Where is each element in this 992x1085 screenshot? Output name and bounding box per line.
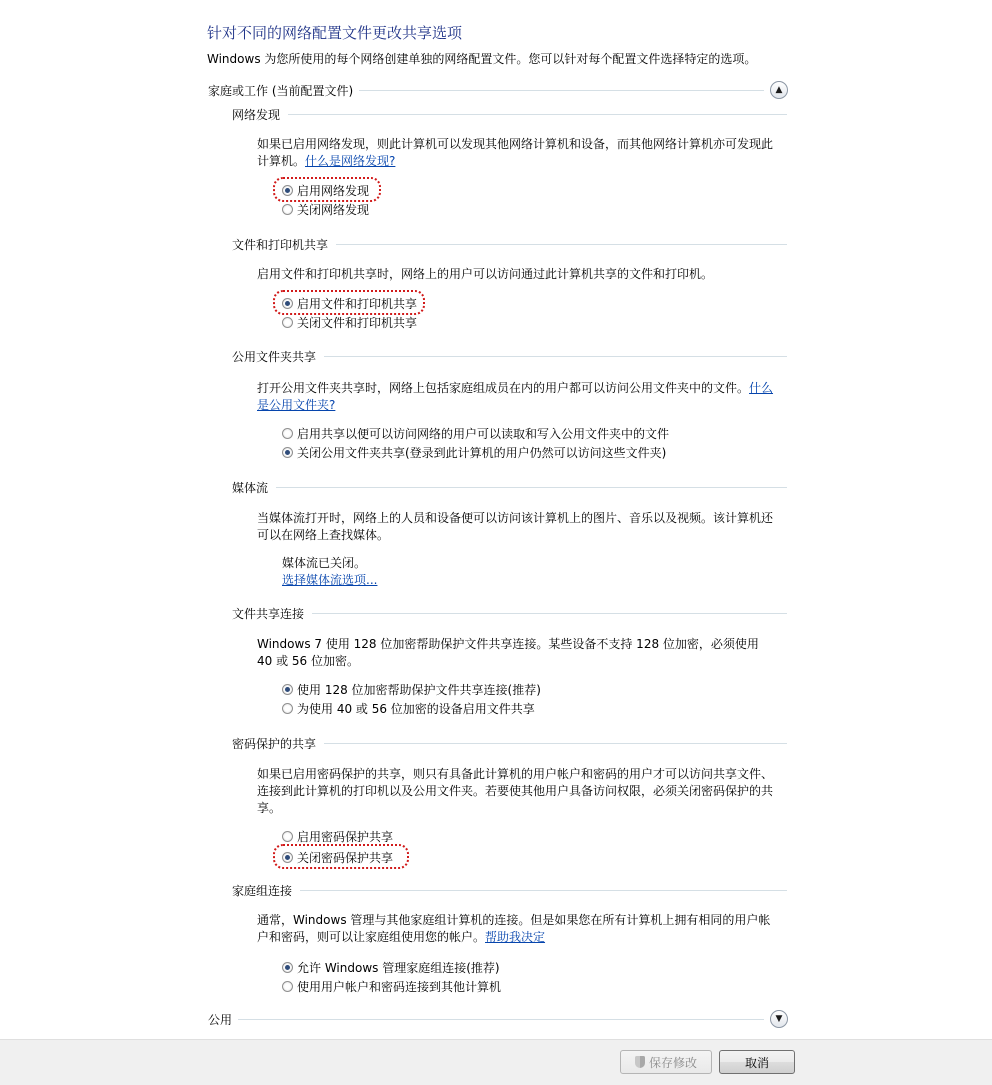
- option-label: 关闭网络发现: [297, 202, 370, 217]
- section-header-public-folder: [232, 348, 787, 364]
- radio-40-56bit[interactable]: [282, 699, 535, 717]
- option-label: 关闭密码保护共享: [297, 850, 394, 865]
- chevron-up-icon[interactable]: ▲: [770, 81, 788, 99]
- option-label: 为使用 40 或 56 位加密的设备启用文件共享: [297, 701, 535, 716]
- radio-selected[interactable]: [282, 185, 293, 196]
- discovery-description: [257, 136, 777, 170]
- chevron-down-icon[interactable]: ▼: [770, 1010, 788, 1028]
- footer-bar: [0, 1039, 992, 1085]
- public-folder-help-link[interactable]: 什么是公用文件夹?: [257, 381, 774, 412]
- option-label: 关闭公用文件夹共享(登录到此计算机的用户仍然可以访问这些文件夹): [297, 445, 667, 460]
- divider: [238, 1019, 764, 1020]
- page-description: Windows 为您所使用的每个网络创建单独的网络配置文件。您可以针对每个配置文件选择特定的选项。: [207, 52, 757, 66]
- radio-unselected[interactable]: [282, 981, 293, 992]
- radio-selected[interactable]: [282, 852, 293, 863]
- divider: [359, 90, 764, 91]
- media-options-link[interactable]: 选择媒体流选项...: [282, 573, 378, 587]
- section-title: 密码保护的共享: [232, 736, 317, 751]
- save-changes-button[interactable]: [620, 1050, 712, 1074]
- section-title: 家庭组连接: [232, 883, 293, 898]
- divider: [300, 890, 787, 891]
- divider: [288, 114, 787, 115]
- radio-unselected[interactable]: [282, 317, 293, 328]
- option-label: 允许 Windows 管理家庭组连接(推荐): [297, 960, 500, 975]
- section-title: 媒体流: [232, 480, 269, 495]
- divider: [324, 743, 787, 744]
- uac-shield-icon: [635, 1056, 645, 1068]
- divider: [336, 244, 787, 245]
- discovery-help-link[interactable]: 什么是网络发现?: [305, 154, 396, 168]
- public-folder-description: [257, 380, 777, 414]
- radio-unselected[interactable]: [282, 428, 293, 439]
- radio-unselected[interactable]: [282, 703, 293, 714]
- section-header-homegroup: [232, 882, 787, 898]
- option-label: 启用共享以便可以访问网络的用户可以读取和写入公用文件夹中的文件: [297, 426, 670, 441]
- file-printer-description: 启用文件和打印机共享时，网络上的用户可以访问通过此计算机共享的文件和打印机。: [257, 267, 714, 281]
- radio-enable-discovery[interactable]: [282, 181, 369, 199]
- section-title: 网络发现: [232, 107, 281, 122]
- media-description: 当媒体流打开时，网络上的人员和设备便可以访问该计算机上的图片、音乐以及视频。该计算机还可以在网络上查找媒体。: [257, 511, 774, 542]
- section-header-media: [232, 479, 787, 495]
- group-header-home-work[interactable]: [208, 80, 788, 100]
- divider: [312, 613, 787, 614]
- connections-description: Windows 7 使用 128 位加密帮助保护文件共享连接。某些设备不支持 128 位加密，必须使用 40 或 56 位加密。: [257, 637, 759, 668]
- media-status: 媒体流已关闭。: [282, 556, 367, 570]
- radio-unselected[interactable]: [282, 204, 293, 215]
- homegroup-description: [257, 912, 777, 946]
- radio-selected[interactable]: [282, 447, 293, 458]
- radio-enable-password[interactable]: [282, 827, 393, 845]
- option-label: 关闭文件和打印机共享: [297, 315, 418, 330]
- group-header-public[interactable]: [208, 1009, 788, 1029]
- radio-enable-file-printer[interactable]: [282, 294, 417, 312]
- section-title: 公用文件夹共享: [232, 349, 317, 364]
- radio-unselected[interactable]: [282, 831, 293, 842]
- button-label: 取消: [744, 1055, 769, 1070]
- password-description: 如果已启用密码保护的共享，则只有具备此计算机的用户帐户和密码的用户才可以访问共享文件、连接到此计算机的打印机以及公用文件夹。若要使其他用户具备访问权限，必须关闭密码保护的共享。: [257, 767, 774, 815]
- group-label: 公用: [208, 1012, 233, 1027]
- radio-user-accounts[interactable]: [282, 977, 501, 995]
- section-title: 文件共享连接: [232, 606, 305, 621]
- help-me-decide-link[interactable]: 帮助我决定: [485, 930, 546, 944]
- section-header-discovery: [232, 106, 787, 122]
- option-label: 启用网络发现: [297, 183, 370, 198]
- section-header-file-printer: [232, 236, 787, 252]
- radio-disable-discovery[interactable]: [282, 200, 369, 218]
- group-label: 家庭或工作 (当前配置文件): [208, 83, 354, 98]
- cancel-button[interactable]: [719, 1050, 795, 1074]
- radio-128bit[interactable]: [282, 680, 541, 698]
- section-header-password: [232, 735, 787, 751]
- description-text: 如果已启用网络发现，则此计算机可以发现其他网络计算机和设备，而其他网络计算机亦可发现此计算机。: [257, 137, 774, 168]
- option-label: 启用密码保护共享: [297, 829, 394, 844]
- section-title: 文件和打印机共享: [232, 237, 329, 252]
- radio-enable-public-folder[interactable]: [282, 424, 669, 442]
- section-header-connections: [232, 605, 787, 621]
- option-label: 启用文件和打印机共享: [297, 296, 418, 311]
- divider: [324, 356, 787, 357]
- radio-windows-manage[interactable]: [282, 958, 500, 976]
- divider: [276, 487, 787, 488]
- button-label: 保存修改: [648, 1055, 697, 1070]
- description-text: 打开公用文件夹共享时，网络上包括家庭组成员在内的用户都可以访问公用文件夹中的文件。: [257, 381, 750, 395]
- radio-selected[interactable]: [282, 684, 293, 695]
- radio-disable-file-printer[interactable]: [282, 313, 417, 331]
- option-label: 使用用户帐户和密码连接到其他计算机: [297, 979, 502, 994]
- radio-selected[interactable]: [282, 962, 293, 973]
- radio-disable-password[interactable]: [282, 848, 393, 866]
- radio-disable-public-folder[interactable]: [282, 443, 666, 461]
- description-text: 通常，Windows 管理与其他家庭组计算机的连接。但是如果您在所有计算机上拥有相同的用户帐户和密码，则可以让家庭组使用您的帐户。: [257, 913, 771, 944]
- page-title: 针对不同的网络配置文件更改共享选项: [207, 24, 463, 42]
- option-label: 使用 128 位加密帮助保护文件共享连接(推荐): [297, 682, 541, 697]
- radio-selected[interactable]: [282, 298, 293, 309]
